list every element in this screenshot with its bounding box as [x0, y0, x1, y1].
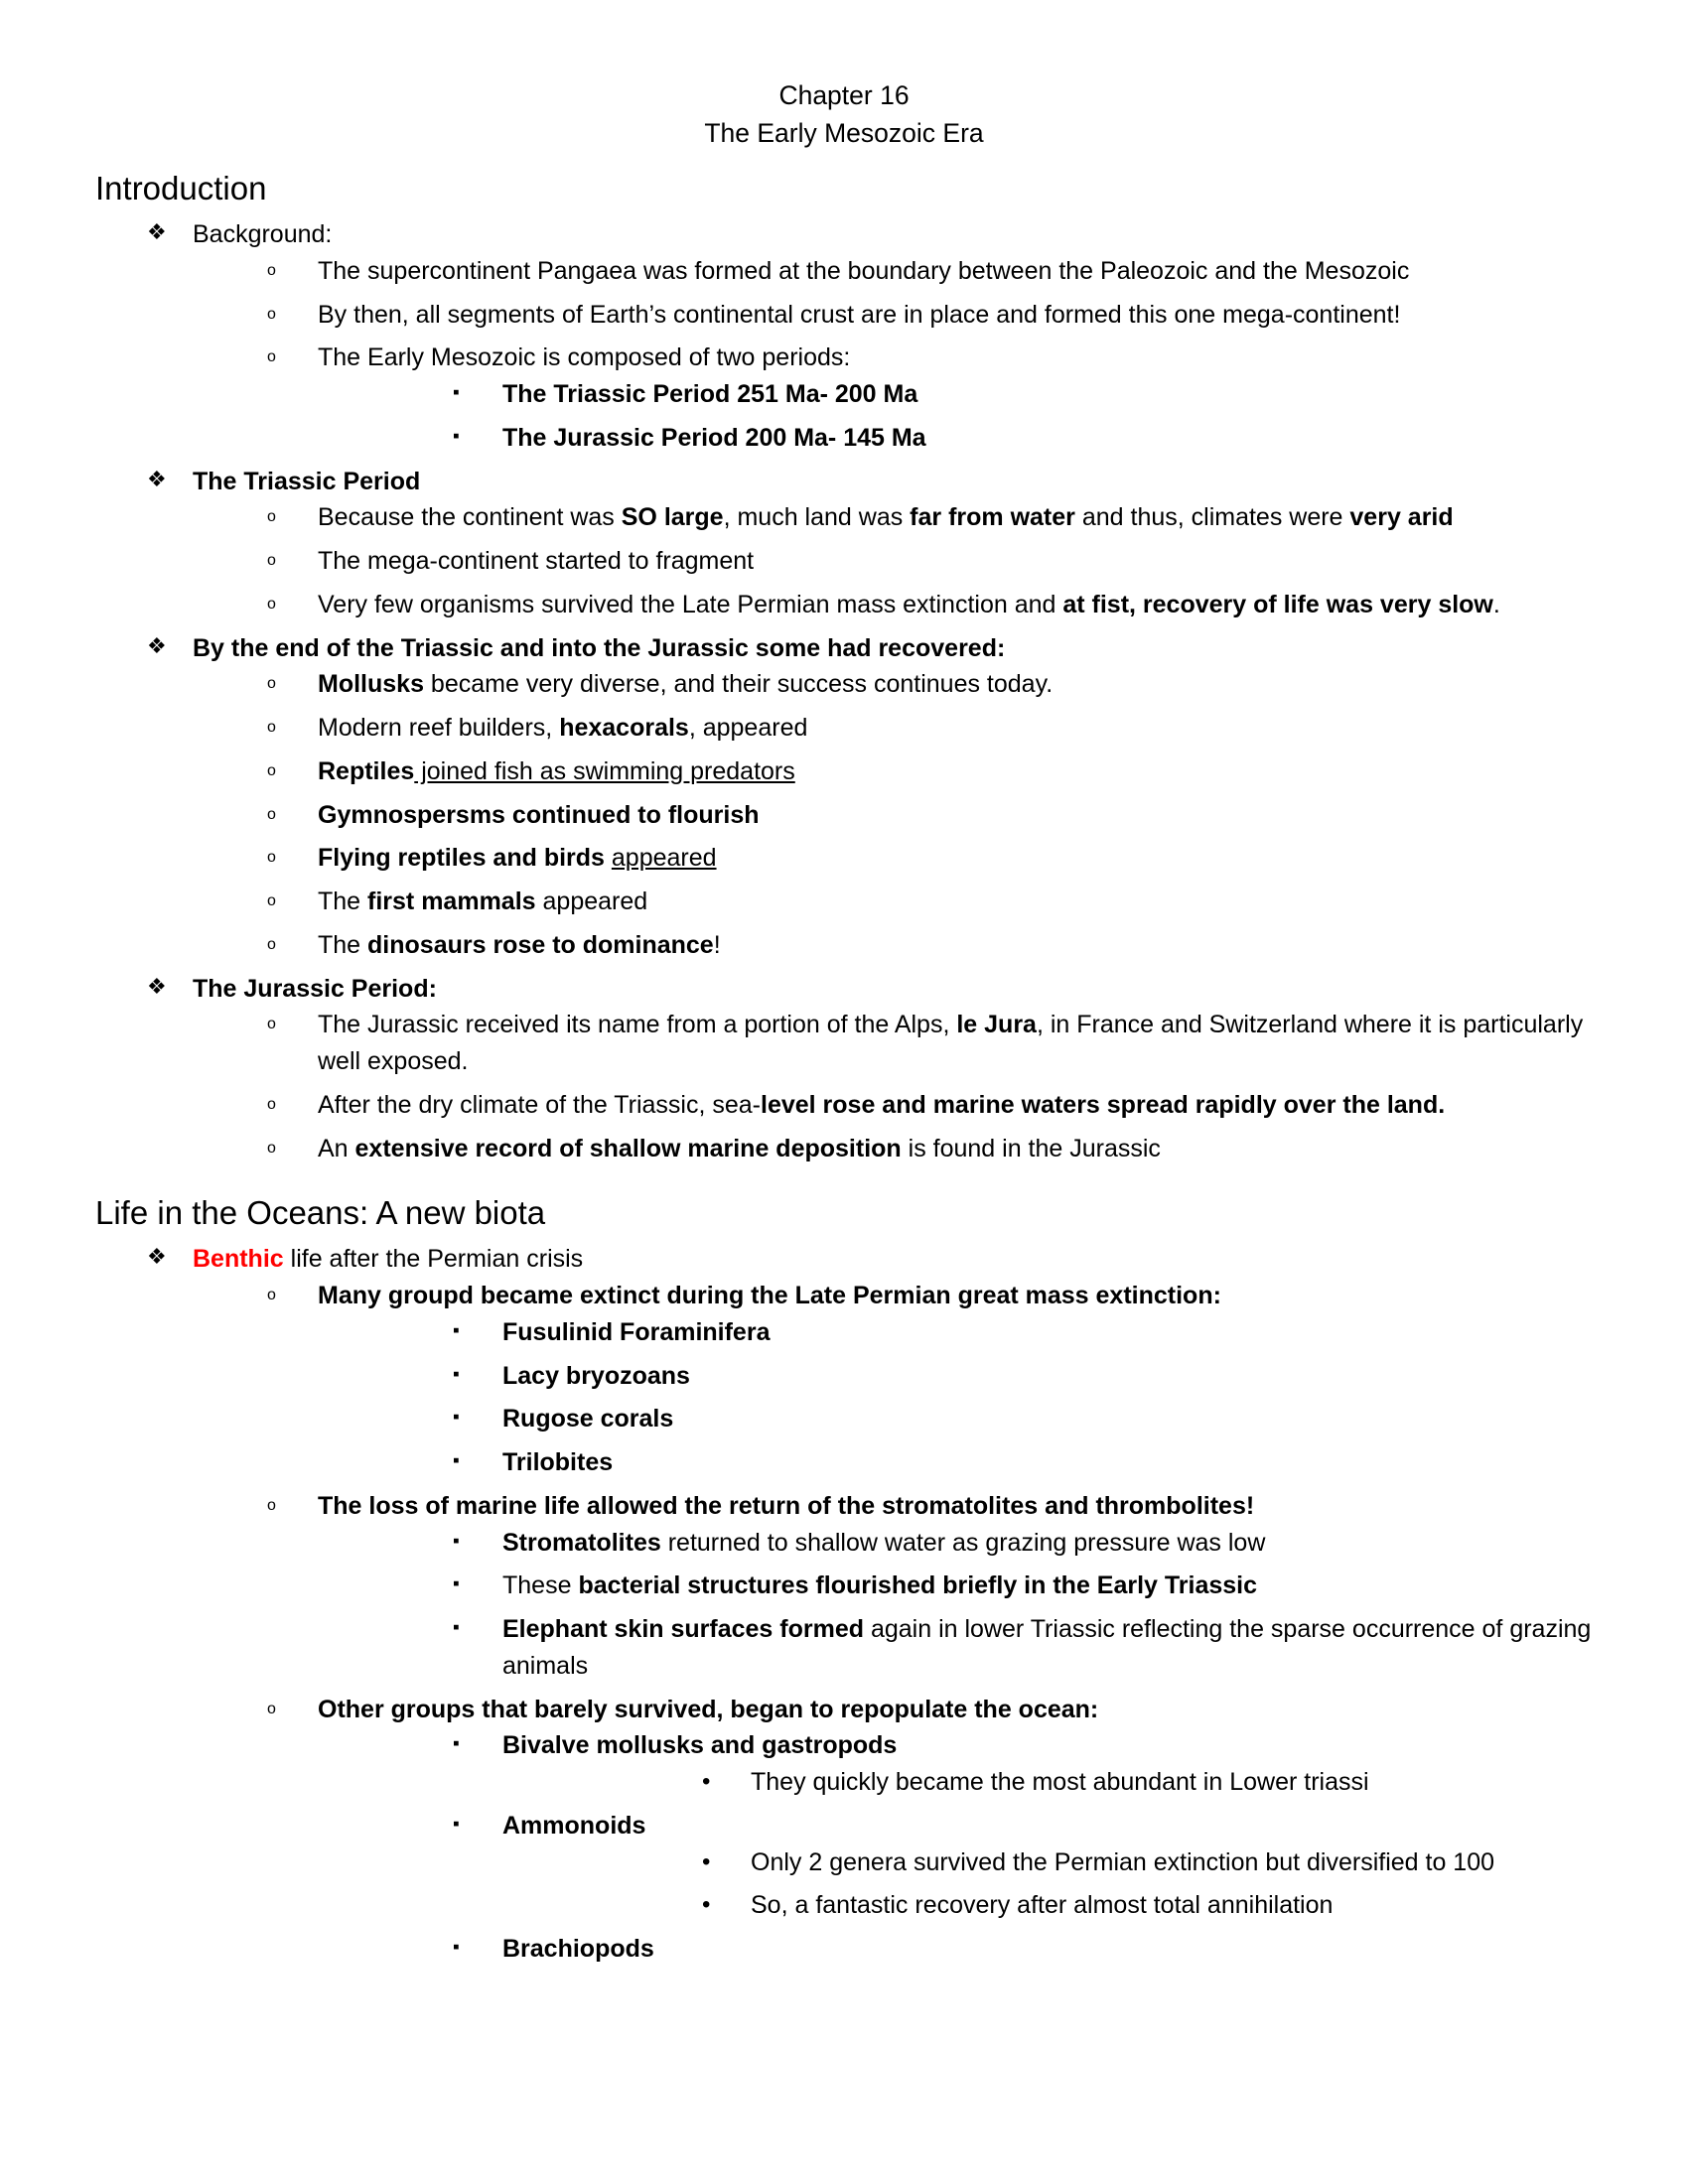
list-item: [266, 666, 1593, 703]
square-bullet-icon: ▪: [453, 1450, 460, 1472]
jurassic-heading: The Jurassic Period:: [193, 974, 437, 1003]
list-item: [266, 927, 1593, 964]
circle-bullet-icon: o: [267, 1139, 276, 1157]
run-text: became very diverse, and their success continues today.: [423, 670, 1054, 699]
other-groups-text: Other groups that barely survived, began to repopulate the ocean:: [318, 1695, 1099, 1723]
square-bullet-icon: ▪: [453, 1363, 460, 1385]
bivalve-detail: They quickly became the most abundant in Lower triassi: [751, 1768, 1369, 1797]
run-bold: dinosaurs rose to dominance: [367, 930, 714, 959]
square-bullet-icon: ▪: [453, 1937, 460, 1959]
section-heading-life-in-the-oceans: Life in the Oceans: A new biota: [95, 1194, 546, 1232]
run-text: life after the Permian crisis: [283, 1245, 584, 1274]
list-item: [266, 1692, 1593, 1968]
recovered-heading: By the end of the Triassic and into the Jurassic some had recovered:: [193, 633, 1006, 662]
run-bold: Mollusks: [318, 670, 424, 699]
elephant-skin-text: [451, 1611, 1593, 1685]
circle-bullet-icon: o: [267, 761, 276, 779]
run-text: Because the continent was: [318, 503, 622, 532]
list-item: [147, 216, 1593, 457]
stromatolites-text: [451, 1525, 1593, 1562]
list-item: [266, 840, 1593, 877]
ammonoids-sublist: [451, 1844, 1593, 1925]
square-bullet-icon: ▪: [453, 1319, 460, 1341]
fragment-text: The mega-continent started to fragment: [318, 547, 755, 576]
list-item: [266, 1007, 1593, 1080]
run-text: After the dry climate of the Triassic, sea-: [318, 1090, 761, 1119]
run-text: returned to shallow water as grazing pressure was low: [660, 1528, 1266, 1557]
list-item: [451, 420, 1593, 457]
list-item: [451, 1611, 1593, 1685]
ammonoids-detail: So, a fantastic recovery after almost total annihilation: [751, 1891, 1334, 1920]
survived-text: [266, 587, 1593, 623]
reef-builders-text: [266, 710, 1593, 747]
triassic-sublist: [147, 499, 1593, 622]
list-item: [451, 1727, 1593, 1801]
list-item: [451, 1931, 1593, 1968]
circle-bullet-icon: o: [267, 892, 276, 910]
marine-record-text: [266, 1131, 1593, 1167]
extinct-group: Rugose corals: [502, 1405, 674, 1433]
run-text: These: [502, 1571, 579, 1600]
diamond-bullet-icon: ❖: [147, 219, 167, 245]
list-item: [266, 297, 1593, 334]
circle-bullet-icon: o: [267, 508, 276, 526]
list-item: [266, 587, 1593, 623]
run-bold: Flying reptiles and birds: [318, 844, 612, 873]
list-item: [147, 630, 1593, 964]
loss-of-marine-text: The loss of marine life allowed the return of the stromatolites and thrombolites!: [318, 1491, 1255, 1520]
run-bold: extensive record of shallow marine deposition: [354, 1134, 902, 1162]
jurassic-period-dates: The Jurassic Period 200 Ma- 145 Ma: [502, 423, 926, 452]
jurassic-sublist: [147, 1007, 1593, 1166]
square-bullet-icon: ▪: [453, 382, 460, 404]
segments-text: By then, all segments of Earth’s continental crust are in place and formed this one mega-continent!: [318, 300, 1401, 329]
run-bold: Stromatolites: [502, 1528, 661, 1557]
list-item: [266, 253, 1593, 290]
list-item: [699, 1764, 1593, 1801]
circle-bullet-icon: o: [267, 261, 276, 279]
flying-reptiles-text: [266, 840, 1593, 877]
circle-bullet-icon: o: [267, 935, 276, 953]
list-item: [451, 1444, 1593, 1481]
run-bold: far from water: [910, 503, 1075, 532]
list-item: [266, 753, 1593, 790]
run-bold: first mammals: [367, 887, 536, 916]
list-item: [451, 376, 1593, 413]
run-underline: joined fish as swimming predators: [414, 756, 795, 785]
run-text: Modern reef builders,: [318, 714, 560, 743]
triassic-period-dates: The Triassic Period 251 Ma- 200 Ma: [502, 380, 918, 409]
run-text: , much land was: [723, 503, 911, 532]
run-text: The: [318, 887, 368, 916]
diamond-bullet-icon: ❖: [147, 632, 167, 658]
so-large-text: [266, 499, 1593, 536]
round-bullet-icon: •: [702, 1768, 711, 1796]
title-subtitle: The Early Mesozoic Era: [704, 117, 984, 148]
circle-bullet-icon: o: [267, 1016, 276, 1033]
circle-bullet-icon: o: [267, 1287, 276, 1304]
circle-bullet-icon: o: [267, 1700, 276, 1717]
list-item: [699, 1887, 1593, 1924]
run-text: again in lower Triassic reflecting the sparse occurrence of grazing animals: [502, 1615, 1592, 1680]
run-text: appeared: [535, 887, 648, 916]
list-item: [147, 1241, 1593, 1968]
pangaea-text: The supercontinent Pangaea was formed at the boundary between the Paleozoic and the Mesozoic: [318, 256, 1410, 285]
circle-bullet-icon: o: [267, 719, 276, 737]
diamond-bullet-icon: ❖: [147, 973, 167, 999]
benthic-text: [147, 1241, 1593, 1278]
title-chapter: Chapter 16: [778, 80, 910, 110]
run-bold: bacterial structures flourished briefly in the Early Triassic: [578, 1571, 1258, 1600]
reptiles-text: [266, 753, 1593, 790]
circle-bullet-icon: o: [267, 552, 276, 570]
list-item: [266, 543, 1593, 580]
ammonoids-text: Ammonoids: [502, 1811, 646, 1840]
dinosaurs-text: [266, 927, 1593, 964]
square-bullet-icon: ▪: [453, 425, 460, 447]
recovered-sublist: [147, 666, 1593, 963]
list-item: [266, 1087, 1593, 1124]
background-sublist: [147, 253, 1593, 457]
list-item: [266, 1131, 1593, 1167]
list-item: [266, 340, 1593, 456]
circle-bullet-icon: o: [267, 348, 276, 366]
two-periods-text: The Early Mesozoic is composed of two periods:: [318, 343, 851, 372]
list-item: [451, 1525, 1593, 1562]
list-item: [266, 1488, 1593, 1685]
square-bullet-icon: ▪: [453, 1573, 460, 1595]
round-bullet-icon: •: [702, 1891, 711, 1919]
list-item: [266, 884, 1593, 920]
run-text: The Jurassic received its name from a portion of the Alps,: [318, 1011, 957, 1039]
list-item: [266, 1278, 1593, 1481]
diamond-bullet-icon: ❖: [147, 1244, 167, 1270]
section-heading-introduction: Introduction: [95, 170, 267, 207]
run-bold: Reptiles: [318, 756, 415, 785]
circle-bullet-icon: o: [267, 1496, 276, 1514]
run-text: !: [713, 930, 721, 959]
extinct-group: Trilobites: [502, 1448, 614, 1477]
bivalve-text: Bivalve mollusks and gastropods: [502, 1731, 898, 1760]
brachiopods-text: Brachiopods: [502, 1935, 654, 1964]
run-bold-red: Benthic: [193, 1245, 284, 1274]
run-bold: le Jura: [956, 1011, 1037, 1039]
periods-sublist: [266, 376, 1593, 457]
circle-bullet-icon: o: [267, 595, 276, 613]
ammonoids-detail: Only 2 genera survived the Permian extinction but diversified to 100: [751, 1847, 1495, 1876]
extinct-groups-list: [266, 1314, 1593, 1481]
run-text: and thus, climates were: [1074, 503, 1350, 532]
run-text: Very few organisms survived the Late Permian mass extinction and: [318, 590, 1063, 618]
diamond-bullet-icon: ❖: [147, 466, 167, 491]
circle-bullet-icon: o: [267, 849, 276, 867]
list-item: [451, 1568, 1593, 1604]
run-bold: very arid: [1349, 503, 1454, 532]
square-bullet-icon: ▪: [453, 1407, 460, 1429]
run-text: , in France and Switzerland where it is particularly well exposed.: [318, 1011, 1584, 1076]
circle-bullet-icon: o: [267, 675, 276, 693]
list-item: [147, 464, 1593, 623]
list-item: [266, 797, 1593, 834]
run-text: .: [1492, 590, 1500, 618]
list-item: [451, 1314, 1593, 1351]
square-bullet-icon: ▪: [453, 1530, 460, 1552]
run-text: , appeared: [688, 714, 808, 743]
many-groups-text: Many groupd became extinct during the Late Permian great mass extinction:: [318, 1282, 1221, 1310]
circle-bullet-icon: o: [267, 805, 276, 823]
list-item: [699, 1844, 1593, 1881]
extinct-group: Lacy bryozoans: [502, 1361, 690, 1390]
bacterial-structures-text: [451, 1568, 1593, 1604]
list-item: [147, 971, 1593, 1167]
jurassic-name-text: [266, 1007, 1593, 1080]
circle-bullet-icon: o: [267, 305, 276, 323]
run-text: An: [318, 1134, 355, 1162]
run-bold: level rose and marine waters spread rapidly over the land.: [761, 1090, 1446, 1119]
sealevel-text: [266, 1087, 1593, 1124]
document-title: [95, 77, 1593, 152]
run-text: The: [318, 930, 368, 959]
other-groups-list: [266, 1727, 1593, 1968]
run-text: is found in the Jurassic: [901, 1134, 1161, 1162]
list-item: [451, 1358, 1593, 1395]
round-bullet-icon: •: [702, 1847, 711, 1875]
gymnosperms-text: Gymnospersms continued to flourish: [318, 800, 760, 829]
run-underline: appeared: [611, 844, 717, 873]
list-item: [266, 710, 1593, 747]
intro-list: [95, 216, 1593, 1166]
list-item: [451, 1401, 1593, 1437]
bivalve-sublist: [451, 1764, 1593, 1801]
circle-bullet-icon: o: [267, 1095, 276, 1113]
square-bullet-icon: ▪: [453, 1733, 460, 1755]
extinct-group: Fusulinid Foraminifera: [502, 1317, 771, 1346]
background-label: Background:: [193, 220, 333, 249]
first-mammals-text: [266, 884, 1593, 920]
stromatolites-list: [266, 1525, 1593, 1685]
oceans-list: [95, 1241, 1593, 1968]
square-bullet-icon: ▪: [453, 1617, 460, 1639]
list-item: [451, 1808, 1593, 1924]
run-bold: hexacorals: [559, 714, 689, 743]
run-bold: SO large: [621, 503, 724, 532]
triassic-heading: The Triassic Period: [193, 467, 421, 495]
benthic-sublist: [147, 1278, 1593, 1968]
list-item: [266, 499, 1593, 536]
run-bold: at fist, recovery of life was very slow: [1062, 590, 1493, 618]
run-bold: Elephant skin surfaces formed: [502, 1615, 865, 1644]
mollusks-text: [266, 666, 1593, 703]
square-bullet-icon: ▪: [453, 1813, 460, 1835]
